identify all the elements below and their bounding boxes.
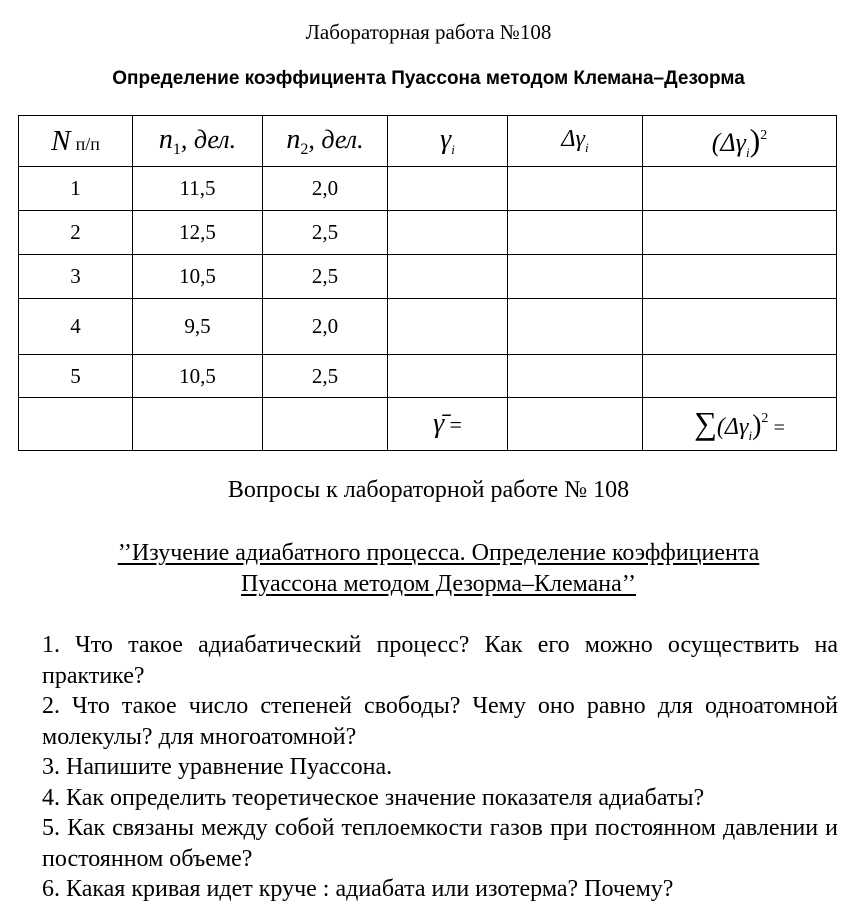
sum-symbol: ∑: [694, 404, 717, 441]
table-row: [19, 299, 837, 355]
header-n-unit: п/п: [75, 133, 100, 154]
cell-n: 2: [19, 211, 133, 255]
table-row: [19, 211, 837, 255]
cell-gamma: [388, 167, 508, 211]
header-n2-sub: 2: [300, 140, 309, 158]
header-gamma: [388, 116, 508, 167]
question-item: 1. Что такое адиабатический процесс? Как его можно осуществить на практике?: [42, 632, 838, 689]
header-delta-gamma: [508, 116, 643, 167]
header-gamma-sub: i: [451, 142, 455, 157]
cell-delta-gamma-squared: [643, 211, 837, 255]
sum-sup: 2: [761, 410, 769, 426]
question-item: 3. Напишите уравнение Пуассона.: [42, 754, 393, 780]
header-n1-symbol: n: [158, 123, 173, 155]
header-delta-sq-sup: 2: [760, 127, 768, 143]
sum-sub: i: [748, 427, 753, 443]
header-n2: [263, 116, 388, 167]
question-item: 2. Что такое число степеней свободы? Чему оно равно для одноатомной молекулы? для многоатомной?: [42, 693, 838, 750]
cell-n1: 11,5: [133, 167, 263, 211]
summary-mean-gamma: [388, 398, 508, 451]
work-name-line1: ’’Изучение адиабатного процесса. Определение коэффициента: [117, 540, 760, 566]
cell-n: 5: [19, 355, 133, 398]
header-n1-sub: 1: [172, 140, 181, 158]
cell-gamma: [388, 211, 508, 255]
cell-n2: 2,5: [263, 255, 388, 299]
cell-n2: 2,5: [263, 355, 388, 398]
mean-gamma-equals: =: [449, 412, 462, 437]
header-delta-symbol: Δγ: [561, 126, 585, 152]
work-name-line2: Пуассона методом Дезорма–Клемана’’: [240, 571, 636, 597]
cell-delta-gamma-squared: [643, 355, 837, 398]
cell-delta-gamma-squared: [643, 255, 837, 299]
header-n1: [133, 116, 263, 167]
mean-gamma-symbol: γ̄: [433, 408, 445, 439]
table-header-row: [19, 116, 837, 167]
cell-gamma: [388, 299, 508, 355]
measurements-table: [18, 115, 837, 451]
table-row: [19, 355, 837, 398]
header-delta-sq-open: (Δγ: [711, 127, 746, 157]
cell-n: 3: [19, 255, 133, 299]
cell-n2: 2,5: [263, 211, 388, 255]
header-delta-gamma-squared: [643, 116, 837, 167]
questions-title: Вопросы к лабораторной работе № 108: [227, 477, 630, 503]
cell-delta-gamma: [508, 167, 643, 211]
cell-n1: 10,5: [133, 255, 263, 299]
sum-close: ): [752, 409, 762, 441]
cell-gamma: [388, 355, 508, 398]
header-gamma-symbol: γ: [440, 124, 452, 155]
header-delta-sub: i: [584, 140, 589, 155]
cell-delta-gamma: [508, 255, 643, 299]
cell-delta-gamma-squared: [643, 299, 837, 355]
cell-n1: 9,5: [133, 299, 263, 355]
question-item: 6. Какая кривая идет круче : адиабата или изотерма? Почему?: [42, 876, 674, 902]
lab-title: Лабораторная работа №108: [305, 20, 552, 44]
header-n1-unit: , дел.: [180, 124, 237, 154]
summary-empty-cell: [133, 398, 263, 451]
cell-n1: 10,5: [133, 355, 263, 398]
cell-n1: 12,5: [133, 211, 263, 255]
cell-delta-gamma: [508, 211, 643, 255]
summary-empty-cell: [19, 398, 133, 451]
questions-list: [42, 630, 838, 905]
cell-n: 1: [19, 167, 133, 211]
header-delta-sq-close: ): [749, 121, 761, 158]
header-n-symbol: N: [51, 124, 71, 157]
table-row: [19, 167, 837, 211]
header-n2-unit: , дел.: [308, 124, 364, 154]
work-name: [60, 538, 817, 600]
cell-delta-gamma-squared: [643, 167, 837, 211]
table-row: [19, 255, 837, 299]
header-delta-sq-sub: i: [745, 144, 750, 160]
sum-equals: =: [773, 416, 785, 439]
cell-delta-gamma: [508, 299, 643, 355]
cell-gamma: [388, 255, 508, 299]
header-n: [19, 116, 133, 167]
cell-n2: 2,0: [263, 299, 388, 355]
sum-open: (Δγ: [716, 413, 749, 440]
lab-topic: Определение коэффициента Пуассона методом Клемана–Дезорма: [112, 68, 745, 89]
cell-n: 4: [19, 299, 133, 355]
summary-empty-cell: [508, 398, 643, 451]
table-summary-row: [19, 398, 837, 451]
cell-delta-gamma: [508, 355, 643, 398]
cell-n2: 2,0: [263, 167, 388, 211]
header-n2-symbol: n: [286, 123, 301, 155]
question-item: 5. Как связаны между собой теплоемкости газов при постоянном давлении и постоянном объеме?: [42, 815, 838, 872]
question-item: 4. Как определить теоретическое значение показателя адиабаты?: [42, 784, 705, 811]
summary-empty-cell: [263, 398, 388, 451]
summary-sum-squares: [643, 398, 837, 451]
